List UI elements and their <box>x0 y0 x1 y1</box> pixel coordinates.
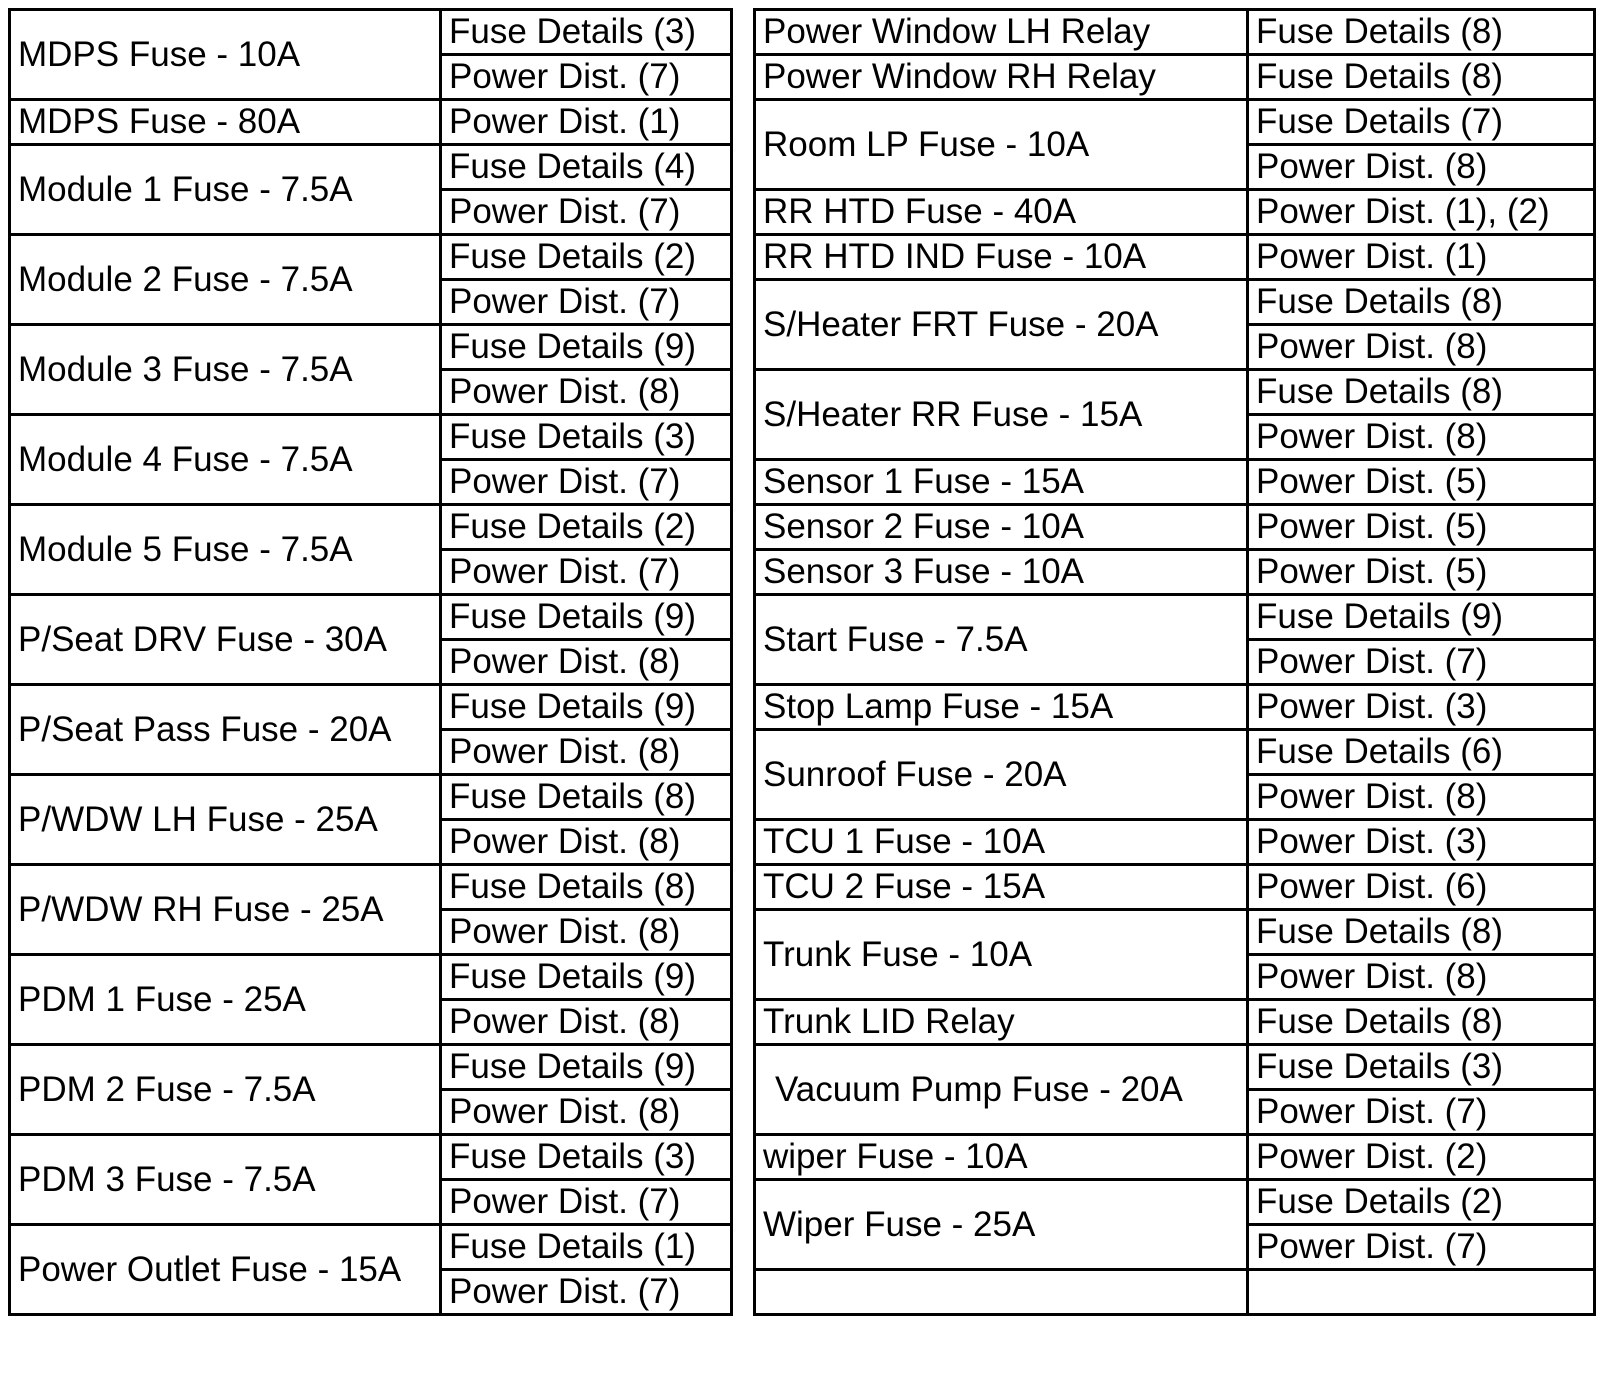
reference-cell: Fuse Details (2) <box>1248 1180 1595 1225</box>
component-name-cell: Stop Lamp Fuse - 15A <box>755 685 1248 730</box>
fuse-table-left <box>8 8 733 1316</box>
table-row <box>10 595 732 640</box>
table-row <box>10 415 732 460</box>
reference-cell: Power Dist. (5) <box>1248 505 1595 550</box>
component-name-cell: TCU 1 Fuse - 10A <box>755 820 1248 865</box>
table-row <box>755 595 1595 640</box>
reference-cell: Fuse Details (2) <box>441 505 732 550</box>
table-row <box>755 1270 1595 1315</box>
reference-cell: Fuse Details (9) <box>441 595 732 640</box>
reference-cell: Fuse Details (1) <box>441 1225 732 1270</box>
component-name-cell: Power Window LH Relay <box>755 10 1248 55</box>
table-row <box>755 1000 1595 1045</box>
reference-cell: Fuse Details (3) <box>1248 1045 1595 1090</box>
component-name-cell: Module 5 Fuse - 7.5A <box>10 505 441 595</box>
table-row <box>755 55 1595 100</box>
reference-cell: Power Dist. (8) <box>441 370 732 415</box>
reference-cell: Power Dist. (7) <box>441 55 732 100</box>
component-name-cell: Trunk LID Relay <box>755 1000 1248 1045</box>
component-name-cell: Trunk Fuse - 10A <box>755 910 1248 1000</box>
table-row <box>755 100 1595 145</box>
reference-cell: Fuse Details (3) <box>441 415 732 460</box>
reference-cell: Power Dist. (1) <box>1248 235 1595 280</box>
component-name-cell: Module 4 Fuse - 7.5A <box>10 415 441 505</box>
reference-cell: Power Dist. (8) <box>1248 775 1595 820</box>
reference-cell: Fuse Details (8) <box>1248 910 1595 955</box>
reference-cell: Power Dist. (5) <box>1248 550 1595 595</box>
reference-cell: Power Dist. (7) <box>441 1270 732 1315</box>
reference-cell: Power Dist. (2) <box>1248 1135 1595 1180</box>
table-row <box>755 505 1595 550</box>
table-row <box>755 190 1595 235</box>
component-name-cell: Power Outlet Fuse - 15A <box>10 1225 441 1315</box>
reference-cell: Fuse Details (8) <box>1248 370 1595 415</box>
reference-cell: Fuse Details (6) <box>1248 730 1595 775</box>
component-name-cell: Room LP Fuse - 10A <box>755 100 1248 190</box>
reference-cell: Power Dist. (8) <box>1248 325 1595 370</box>
reference-cell: Power Dist. (8) <box>1248 955 1595 1000</box>
table-row <box>755 460 1595 505</box>
component-name-cell: Module 3 Fuse - 7.5A <box>10 325 441 415</box>
component-name-cell: PDM 3 Fuse - 7.5A <box>10 1135 441 1225</box>
table-row <box>10 100 732 145</box>
reference-cell: Fuse Details (9) <box>441 685 732 730</box>
component-name-cell: P/Seat Pass Fuse - 20A <box>10 685 441 775</box>
table-row <box>755 550 1595 595</box>
component-name-cell: P/Seat DRV Fuse - 30A <box>10 595 441 685</box>
reference-cell: Fuse Details (2) <box>441 235 732 280</box>
reference-cell: Fuse Details (9) <box>1248 595 1595 640</box>
table-row <box>755 685 1595 730</box>
table-row <box>755 820 1595 865</box>
component-name-cell <box>755 1270 1248 1315</box>
reference-cell: Power Dist. (8) <box>441 910 732 955</box>
table-row <box>755 865 1595 910</box>
reference-cell: Fuse Details (8) <box>441 865 732 910</box>
fuse-table-right <box>753 8 1596 1316</box>
reference-cell: Power Dist. (7) <box>441 190 732 235</box>
component-name-cell: wiper Fuse - 10A <box>755 1135 1248 1180</box>
table-row <box>755 1045 1595 1090</box>
reference-cell: Power Dist. (8) <box>441 1090 732 1135</box>
reference-cell: Power Dist. (7) <box>1248 1225 1595 1270</box>
table-row <box>10 775 732 820</box>
fuse-table-right-body <box>755 10 1595 1315</box>
reference-cell: Power Dist. (7) <box>1248 640 1595 685</box>
table-row <box>10 685 732 730</box>
component-name-cell: PDM 1 Fuse - 25A <box>10 955 441 1045</box>
reference-cell: Power Dist. (7) <box>1248 1090 1595 1135</box>
reference-cell: Fuse Details (9) <box>441 1045 732 1090</box>
table-row <box>10 865 732 910</box>
reference-cell: Power Dist. (1) <box>441 100 732 145</box>
reference-cell: Fuse Details (4) <box>441 145 732 190</box>
reference-cell: Power Dist. (8) <box>1248 145 1595 190</box>
component-name-cell: Sunroof Fuse - 20A <box>755 730 1248 820</box>
component-name-cell: Wiper Fuse - 25A <box>755 1180 1248 1270</box>
reference-cell: Fuse Details (8) <box>1248 10 1595 55</box>
reference-cell: Fuse Details (8) <box>441 775 732 820</box>
component-name-cell: MDPS Fuse - 80A <box>10 100 441 145</box>
table-row <box>755 1135 1595 1180</box>
table-row <box>10 325 732 370</box>
table-row <box>755 730 1595 775</box>
reference-cell: Fuse Details (8) <box>1248 55 1595 100</box>
table-row <box>10 10 732 55</box>
reference-cell: Power Dist. (7) <box>441 280 732 325</box>
component-name-cell: RR HTD Fuse - 40A <box>755 190 1248 235</box>
fuse-table-left-body <box>10 10 732 1315</box>
component-name-cell: TCU 2 Fuse - 15A <box>755 865 1248 910</box>
table-row <box>10 1135 732 1180</box>
component-name-cell: Power Window RH Relay <box>755 55 1248 100</box>
component-name-cell: Module 1 Fuse - 7.5A <box>10 145 441 235</box>
component-name-cell: PDM 2 Fuse - 7.5A <box>10 1045 441 1135</box>
reference-cell: Fuse Details (3) <box>441 1135 732 1180</box>
component-name-cell: Sensor 1 Fuse - 15A <box>755 460 1248 505</box>
table-row <box>755 280 1595 325</box>
table-row <box>10 505 732 550</box>
component-name-cell: Module 2 Fuse - 7.5A <box>10 235 441 325</box>
reference-cell: Power Dist. (8) <box>441 730 732 775</box>
table-row <box>755 235 1595 280</box>
reference-cell: Power Dist. (8) <box>1248 415 1595 460</box>
component-name-cell: S/Heater FRT Fuse - 20A <box>755 280 1248 370</box>
component-name-cell: P/WDW RH Fuse - 25A <box>10 865 441 955</box>
table-row <box>755 910 1595 955</box>
reference-cell: Power Dist. (7) <box>441 550 732 595</box>
reference-cell: Fuse Details (9) <box>441 325 732 370</box>
table-row <box>10 145 732 190</box>
reference-cell: Power Dist. (7) <box>441 1180 732 1225</box>
reference-cell: Fuse Details (8) <box>1248 280 1595 325</box>
component-name-cell: Vacuum Pump Fuse - 20A <box>755 1045 1248 1135</box>
reference-cell: Power Dist. (8) <box>441 1000 732 1045</box>
reference-cell: Fuse Details (9) <box>441 955 732 1000</box>
reference-cell: Power Dist. (5) <box>1248 460 1595 505</box>
table-row <box>755 10 1595 55</box>
component-name-cell: Sensor 3 Fuse - 10A <box>755 550 1248 595</box>
reference-cell: Power Dist. (7) <box>441 460 732 505</box>
table-row <box>10 955 732 1000</box>
table-row <box>10 1045 732 1090</box>
reference-cell: Power Dist. (3) <box>1248 685 1595 730</box>
reference-cell: Fuse Details (3) <box>441 10 732 55</box>
reference-cell <box>1248 1270 1595 1315</box>
table-row <box>10 235 732 280</box>
component-name-cell: RR HTD IND Fuse - 10A <box>755 235 1248 280</box>
reference-cell: Fuse Details (8) <box>1248 1000 1595 1045</box>
reference-cell: Power Dist. (1), (2) <box>1248 190 1595 235</box>
reference-cell: Power Dist. (3) <box>1248 820 1595 865</box>
table-row <box>10 1225 732 1270</box>
reference-cell: Power Dist. (8) <box>441 640 732 685</box>
component-name-cell: P/WDW LH Fuse - 25A <box>10 775 441 865</box>
component-name-cell: S/Heater RR Fuse - 15A <box>755 370 1248 460</box>
reference-cell: Fuse Details (7) <box>1248 100 1595 145</box>
reference-cell: Power Dist. (6) <box>1248 865 1595 910</box>
component-name-cell: MDPS Fuse - 10A <box>10 10 441 100</box>
table-row <box>755 370 1595 415</box>
component-name-cell: Sensor 2 Fuse - 10A <box>755 505 1248 550</box>
component-name-cell: Start Fuse - 7.5A <box>755 595 1248 685</box>
reference-cell: Power Dist. (8) <box>441 820 732 865</box>
table-row <box>755 1180 1595 1225</box>
